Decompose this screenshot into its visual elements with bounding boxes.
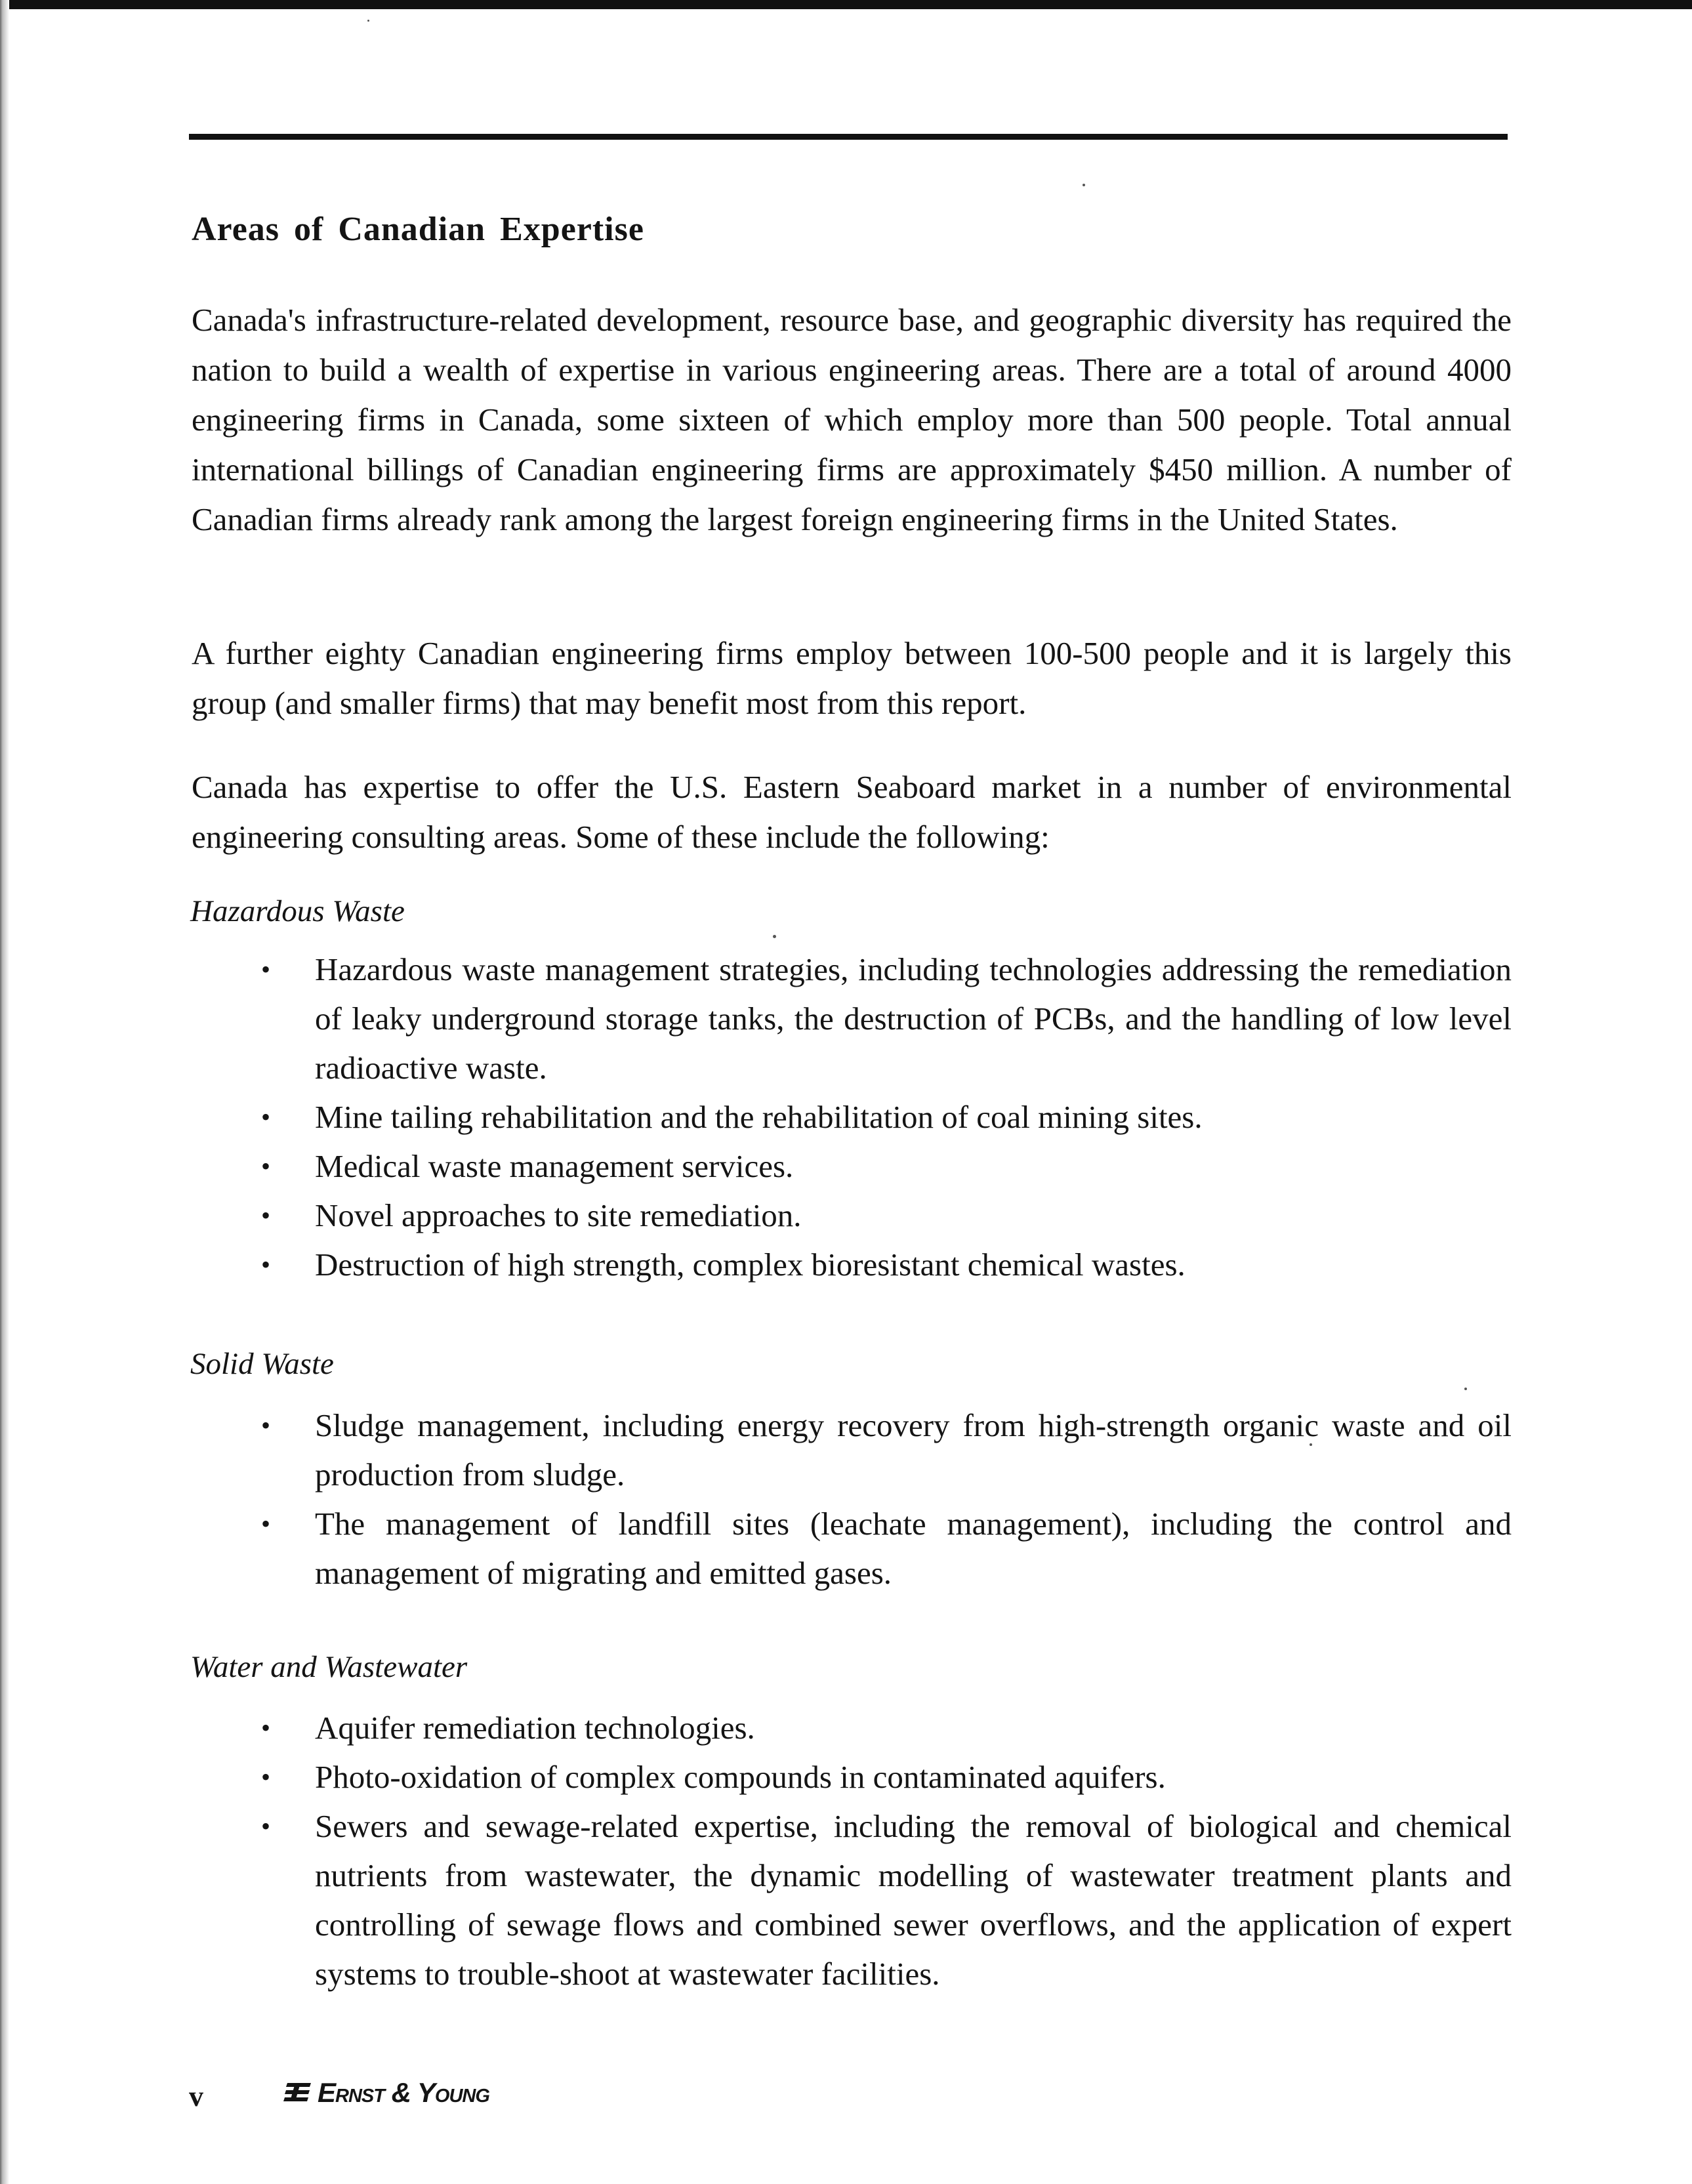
scan-speck (367, 20, 369, 22)
section-heading-hazardous-waste: Hazardous Waste (190, 894, 405, 928)
footer-logo (283, 2077, 489, 2109)
list-item-text: Hazardous waste management strategies, including technologies addressing the remediation of leaky underground storage tanks, the destruction of PCBs, and the handling of low level radioactive waste. (315, 951, 1512, 1086)
list-item (261, 1802, 1512, 1998)
list-item-text: Medical waste management services. (315, 1148, 794, 1184)
water-wastewater-list (261, 1703, 1512, 1998)
scan-speck (1310, 1443, 1312, 1446)
list-item-text: Sewers and sewage-related expertise, including the removal of biological and chemical nutrients from wastewater, the dynamic modelling of wastewater treatment plants and controlling of sewage flows and combined sewer overflows, and the application of expert systems to trouble-shoot at wastewater facilities. (315, 1808, 1512, 1992)
solid-waste-list (261, 1401, 1512, 1597)
bullet-icon: • (261, 1102, 271, 1132)
bullet-icon: • (261, 1250, 271, 1279)
list-item (261, 1092, 1512, 1142)
intro-paragraph-3: Canada has expertise to offer the U.S. Eastern Seaboard market in a number of environmental engineering consulting areas. Some of these include the following: (192, 769, 1512, 855)
bullet-icon: • (261, 1713, 271, 1742)
intro-paragraph-2: A further eighty Canadian engineering firms employ between 100-500 people and it is largely this group (and smaller firms) that may benefit most from this report. (192, 635, 1512, 721)
list-item (261, 1142, 1512, 1191)
list-item (261, 1191, 1512, 1240)
list-item-text: Novel approaches to site remediation. (315, 1197, 802, 1233)
footer-logo-text: Ernst & Young (318, 2077, 489, 2108)
bullet-icon: • (261, 1411, 271, 1440)
hazardous-waste-list (261, 945, 1512, 1289)
list-item (261, 1240, 1512, 1289)
bullet-icon: • (261, 955, 271, 984)
list-item-text: Mine tailing rehabilitation and the rehabilitation of coal mining sites. (315, 1099, 1203, 1135)
header-rule (189, 134, 1508, 140)
bullet-icon: • (261, 1811, 271, 1841)
list-item (261, 1752, 1512, 1802)
bullet-icon: • (261, 1201, 271, 1230)
page-number: v (189, 2080, 203, 2112)
section-heading-water-wastewater: Water and Wastewater (190, 1650, 468, 1684)
list-item (261, 945, 1512, 1092)
ernst-young-logo-mark-icon (283, 2082, 312, 2104)
bullet-icon: • (261, 1151, 271, 1181)
list-item-text: Photo-oxidation of complex compounds in contaminated aquifers. (315, 1759, 1166, 1795)
list-item-text: Destruction of high strength, complex bioresistant chemical wastes. (315, 1247, 1186, 1283)
bullet-icon: • (261, 1762, 271, 1792)
section-heading-solid-waste: Solid Waste (190, 1347, 334, 1381)
scan-speck (1464, 1388, 1467, 1390)
intro-paragraph-1: Canada's infrastructure-related development, resource base, and geographic diversity has required the nation to build a wealth of expertise in various engineering areas. There are a total of around 4000 engineering firms in Canada, some sixteen of which employ more than 500 people. Total annual international billings of Canadian engineering firms are approximately $450 million. A number of Canadian firms already rank among the largest foreign engineering firms in the United States. (192, 302, 1512, 537)
scan-edge-top (0, 0, 1692, 9)
list-item (261, 1401, 1512, 1499)
scan-edge-left (0, 0, 9, 2184)
list-item-text: Sludge management, including energy recovery from high-strength organic waste and oil production from sludge. (315, 1407, 1512, 1493)
list-item (261, 1499, 1512, 1597)
list-item-text: The management of landfill sites (leachate management), including the control and management of migrating and emitted gases. (315, 1506, 1512, 1591)
bullet-icon: • (261, 1509, 271, 1538)
page-title: Areas of Canadian Expertise (192, 211, 644, 248)
scan-speck (773, 935, 776, 938)
list-item (261, 1703, 1512, 1752)
list-item-text: Aquifer remediation technologies. (315, 1710, 755, 1746)
scan-speck (1083, 184, 1085, 186)
